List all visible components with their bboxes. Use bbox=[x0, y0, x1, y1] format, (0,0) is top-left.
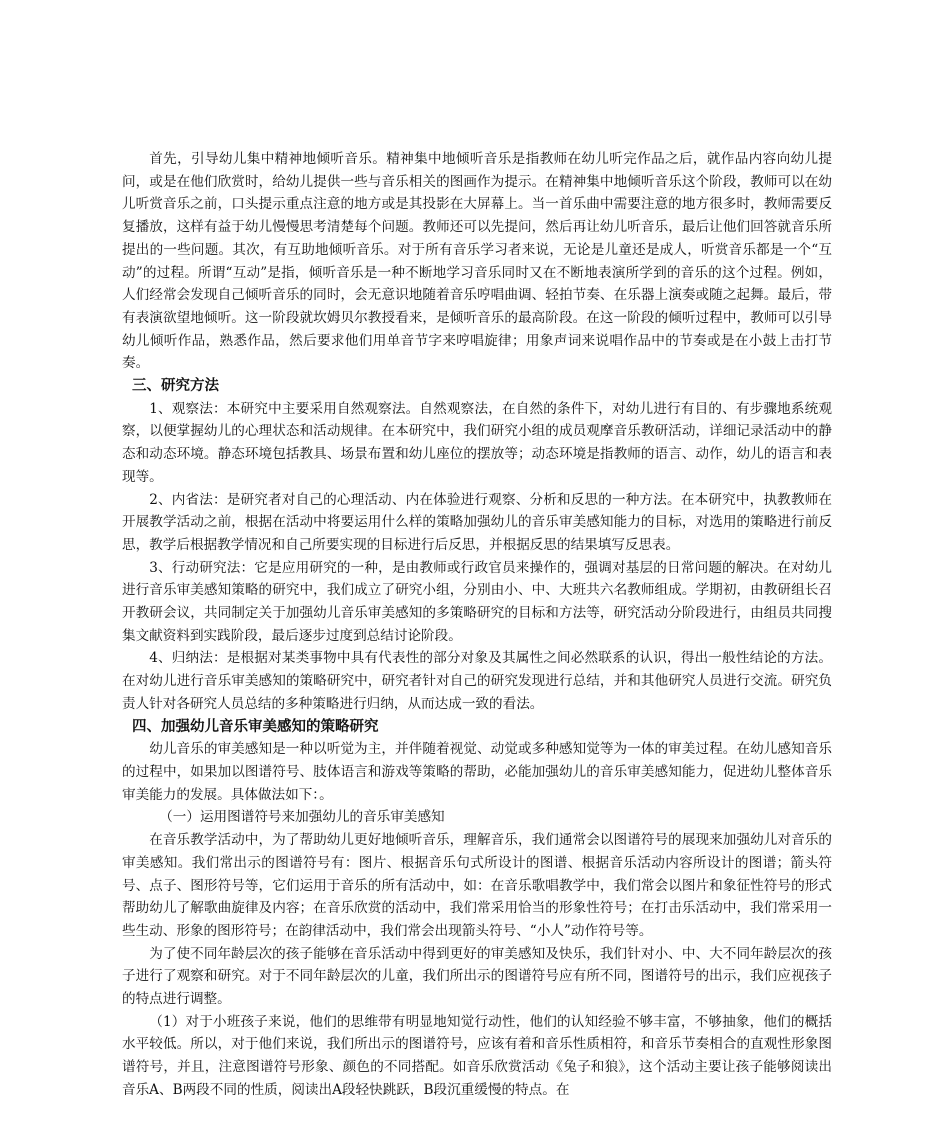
small-class-paragraph: （1）对于小班孩子来说，他们的思维带有明显地知觉行动性，他们的认知经验不够丰富，不够抽象，他们的概括水平较低。所以，对于他们来说，我们所出示的图谱符号，应该有着和音乐性质相符，和音乐节奏相合的直观性形象图谱符号，并且，注意图谱符号形象、颜色的不同搭配。如音乐欣赏活动《兔子和狼》，这个活动主要让孩子能够阅读出音乐A、B两段不同的性质，阅读出A段轻快跳跃，B段沉重缓慢的特点。在 bbox=[122, 1013, 832, 1098]
method-introspection-paragraph: 2、内省法：是研究者对自己的心理活动、内在体验进行观察、分析和反思的一种方法。在本研究中，执教教师在开展教学活动之前，根据在活动中将要运用什么样的策略加强幼儿的音乐审美感知能力的目标，对选用的策略进行前反思，教学后根据教学情况和自己所要实现的目标进行后反思，并根据反思的结果填写反思表。 bbox=[122, 491, 832, 553]
method-observation-paragraph: 1、观察法：本研究中主要采用自然观察法。自然观察法，在自然的条件下，对幼儿进行有目的、有步骤地系统观察，以便掌握幼儿的心理状态和活动规律。在本研究中，我们研究小组的成员观摩音乐教研活动，详细记录活动中的静态和动态环境。静态环境包括教具、场景布置和幼儿座位的摆放等；动态环境是指教师的语言、动作，幼儿的语言和表现等。 bbox=[122, 400, 832, 485]
intro-paragraph: 首先，引导幼儿集中精神地倾听音乐。精神集中地倾听音乐是指教师在幼儿听完作品之后，就作品内容向幼儿提问，或是在他们欣赏时，给幼儿提供一些与音乐相关的图画作为提示。在精神集中地倾听音乐这个阶段，教师可以在幼儿听赏音乐之前，口头提示重点注意的地方或是其投影在大屏幕上。当一首乐曲中需要注意的地方很多时，教师需要反复播放，这样有益于幼儿慢慢思考清楚每个问题。教师还可以先提问，然后再让幼儿听音乐，最后让他们回答就音乐所提出的一些问题。其次，有互助地倾听音乐。对于所有音乐学习者来说，无论是儿童还是成人，听赏音乐都是一个“互动”的过程。所谓“互动”是指，倾听音乐是一种不断地学习音乐同时又在不断地表演所学到的音乐的这个过程。例如，人们经常会发现自己倾听音乐的同时，会无意识地随着音乐哼唱曲调、轻拍节奏、在乐器上演奏或随之起舞。最后，带有表演欲望地倾听。这一阶段就坎姆贝尔教授看来，是倾听音乐的最高阶段。在这一阶段的倾听过程中，教师可以引导幼儿倾听作品，熟悉作品，然后要求他们用单音节字来哼唱旋律；用象声词来说唱作品中的节奏或是在小鼓上击打节奏。 bbox=[122, 151, 832, 372]
graphic-symbols-paragraph: 在音乐教学活动中，为了帮助幼儿更好地倾听音乐，理解音乐，我们通常会以图谱符号的展现来加强幼儿对音乐的审美感知。我们常出示的图谱符号有：图片、根据音乐句式所设计的图谱、根据音乐活动内容所设计的图谱；箭头符号、点子、图形符号等，它们运用于音乐的所有活动中，如：在音乐歌唱教学中，我们常会以图片和象征性符号的形式帮助幼儿了解歌曲旋律及内容；在音乐欣赏的活动中，我们常采用恰当的形象性符号；在打击乐活动中，我们常采用一些生动、形象的图形符号；在韵律活动中，我们常会出现箭头符号、“小人”动作符号等。 bbox=[122, 832, 832, 939]
section-heading-methods: 三、研究方法 bbox=[132, 377, 219, 395]
section-heading-strategies: 四、加强幼儿音乐审美感知的策略研究 bbox=[132, 717, 379, 735]
method-induction-paragraph: 4、归纳法：是根据对某类事物中具有代表性的部分对象及其属性之间必然联系的认识，得出一般性结论的方法。在对幼儿进行音乐审美感知的策略研究中，研究者针对自己的研究发现进行总结，并和其他研究人员进行交流。研究负责人针对各研究人员总结的多种策略进行归纳，从而达成一致的看法。 bbox=[122, 650, 832, 712]
method-action-research-paragraph: 3、行动研究法：它是应用研究的一种，是由教师或行政官员来操作的，强调对基层的日常问题的解决。在对幼儿进行音乐审美感知策略的研究中，我们成立了研究小组，分别由小、中、大班共六名教师组成。学期初，由教研组长召开教研会议，共同制定关于加强幼儿音乐审美感知的多策略研究的目标和方法等，研究活动分阶段进行，由组员共同搜集文献资料到实践阶段，最后逐步过度到总结讨论阶段。 bbox=[122, 559, 832, 644]
strategies-intro-paragraph: 幼儿音乐的审美感知是一种以听觉为主，并伴随着视觉、动觉或多种感知觉等为一体的审美过程。在幼儿感知音乐的过程中，如果加以图谱符号、肢体语言和游戏等策略的帮助，必能加强幼儿的音乐审美感知能力，促进幼儿整体音乐审美能力的发展。具体做法如下：。 bbox=[122, 741, 832, 803]
subsection-heading-graphic-symbols: （一）运用图谱符号来加强幼儿的音乐审美感知 bbox=[159, 809, 445, 826]
age-groups-paragraph: 为了使不同年龄层次的孩子能够在音乐活动中得到更好的审美感知及快乐，我们针对小、中、大不同年龄层次的孩子进行了观察和研究。对于不同年龄层次的儿童，我们所出示的图谱符号应有所不同，图谱符号的出示，我们应视孩子的特点进行调整。 bbox=[122, 945, 832, 1008]
